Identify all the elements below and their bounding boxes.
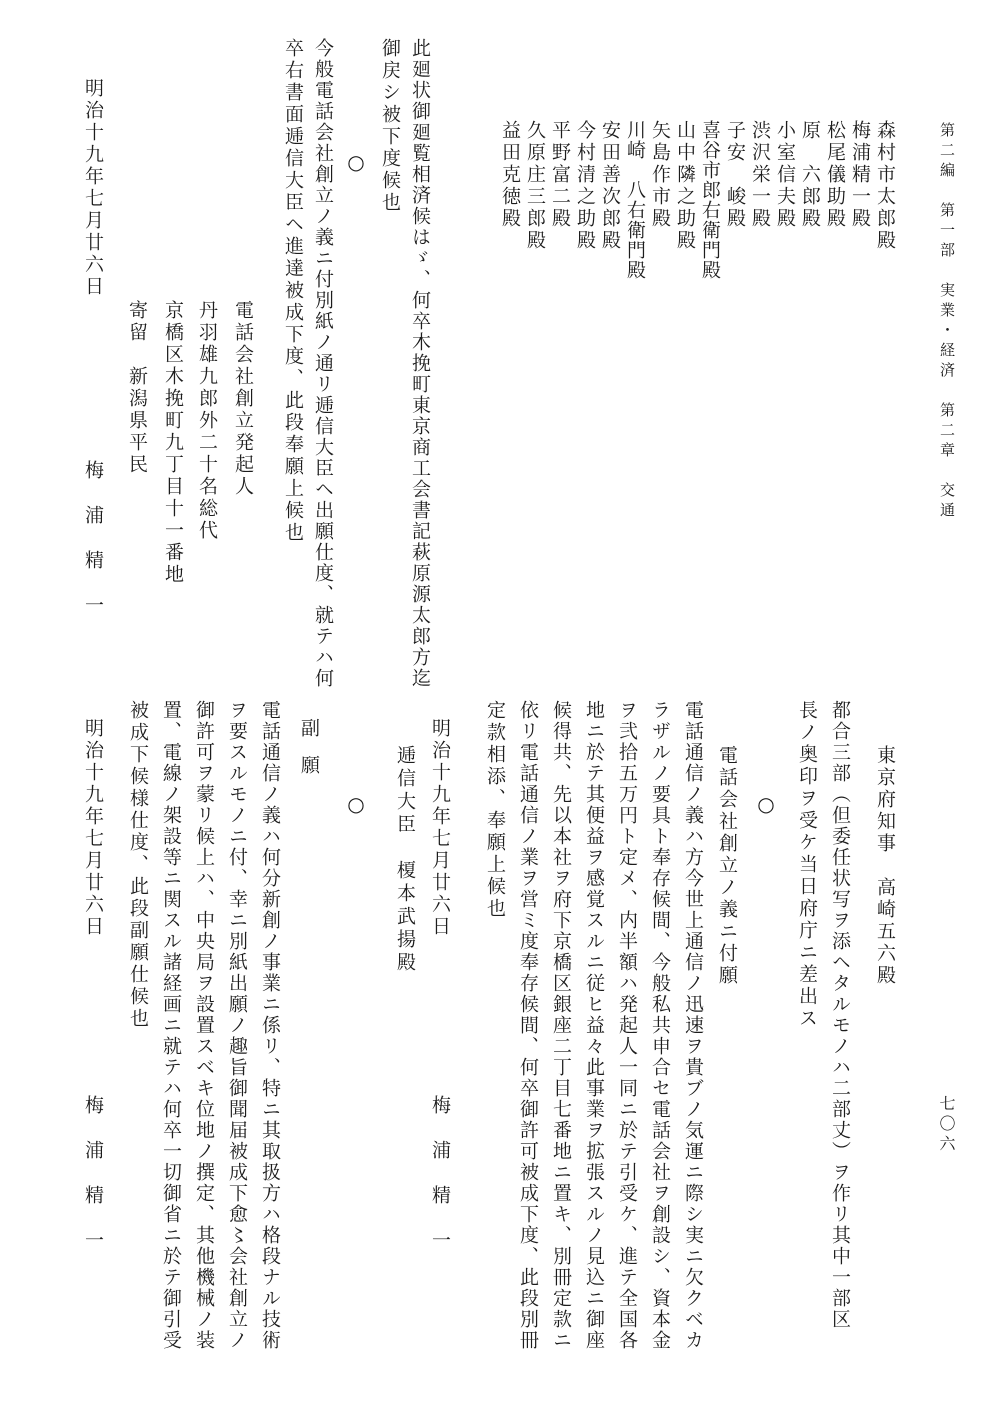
sub-application-body-line: ヲ要スルモノニ付、幸ニ別紙出願ノ趣旨御聞届被成下愈〻会社創立ノ [226, 700, 248, 1351]
governor-addressee: 東京府知事 高崎五六殿 [874, 745, 896, 987]
document-date: 明治十九年七月廿六日 [429, 718, 451, 938]
signatory-domicile: 寄留 新潟県平民 [126, 300, 148, 476]
circular-note-line: 此廻状御廻覧相済候はゞ、何卒木挽町東京商工会書記萩原源太郎方迄 [409, 38, 431, 689]
addressee-list-item: 小室信夫殿 [774, 120, 796, 230]
sub-application-title: 副願 [298, 718, 320, 792]
document-date: 明治十九年七月廿六日 [82, 78, 104, 298]
application-body-line: ヲ弐拾五万円ト定メ、内半額ハ発起人一同ニ於テ引受ケ、進テ全国各 [616, 700, 638, 1351]
sub-application-body-line: 電話通信ノ義ハ何分新創ノ事業ニ係リ、特ニ其取扱方ハ格段ナル技術 [259, 700, 281, 1351]
addressee-list-item: 喜谷市郎右衛門殿 [699, 120, 721, 280]
circular-note-line: 御戻シ被下度候也 [379, 38, 401, 214]
section-mark: ○ [754, 792, 778, 819]
addressee-list-item: 久原庄三郎殿 [524, 120, 546, 252]
application-title: 電話会社創立ノ義ニ付願 [716, 745, 738, 987]
addressee-list-item: 松尾儀助殿 [824, 120, 846, 230]
application-body-line: 候得共、先以本社ヲ府下京橋区銀座二丁目七番地ニ置キ、別冊定款ニ [550, 700, 572, 1351]
section-mark: ○ [344, 792, 368, 819]
application-body-line: ラザルノ要具ト奉存候間、今般私共申合セ電話会社ヲ創設シ、資本金 [649, 700, 671, 1351]
page-number: 七〇六 [937, 1095, 956, 1155]
addressee-list-item: 梅浦精一殿 [849, 120, 871, 230]
sub-application-body-line: 御許可ヲ蒙リ候上ハ、中央局ヲ設置スベキ位地ノ撰定、其他機械ノ装 [193, 700, 215, 1351]
addressee-list-item: 山中隣之助殿 [674, 120, 696, 252]
addressee-list-item: 原 六郎殿 [799, 120, 821, 230]
note-line: 都合三部（但委任状写ヲ添ヘタルモノハ二部丈）ヲ作リ其中一部区 [829, 700, 851, 1330]
signatory-line: 電話会社創立発起人 [232, 300, 254, 498]
application-body-line: 定款相添、奉願上候也 [484, 700, 506, 920]
addressee-list-item: 子安 峻殿 [724, 120, 746, 230]
petition-line: 卒右書面逓信大臣ヘ進達被成下度、此段奉願上候也 [282, 38, 304, 544]
addressee-list-item: 安田善次郎殿 [599, 120, 621, 252]
addressee-list-item: 今村清之助殿 [574, 120, 596, 252]
application-body-line: 依リ電話通信ノ業ヲ営ミ度奉存候間、何卒御許可被成下度、此段別冊 [517, 700, 539, 1351]
sub-application-body-line: 被成下候様仕度、此段副願仕候也 [127, 700, 149, 1030]
signer-name: 梅浦精一 [82, 1095, 104, 1275]
addressee-list-item: 平野富二殿 [549, 120, 571, 230]
running-header: 第二編 第一部 実業・経済 第二章 交通 [938, 122, 956, 522]
addressee-list-item: 森村市太郎殿 [874, 120, 896, 252]
application-body-line: 地ニ於テ其便益ヲ感覚スルニ従ヒ益々此事業ヲ拡張スルノ見込ニ御座 [583, 700, 605, 1351]
minister-addressee: 逓信大臣 榎本武揚殿 [394, 745, 416, 975]
signer-name: 梅浦精一 [429, 1095, 451, 1275]
addressee-list-item: 渋沢栄一殿 [749, 120, 771, 230]
section-mark: ○ [344, 150, 368, 177]
application-body-line: 電話通信ノ義ハ方今世上通信ノ迅速ヲ貴ブノ気運ニ際シ実ニ欠クベカ [682, 700, 704, 1351]
addressee-list-item: 益田克徳殿 [499, 120, 521, 230]
petition-line: 今般電話会社創立ノ義ニ付別紙ノ通リ逓信大臣ヘ出願仕度、就テハ何 [312, 38, 334, 689]
sub-application-body-line: 置、電線ノ架設等ニ関スル諸経画ニ就テハ何卒一切御省ニ於テ御引受 [160, 700, 182, 1351]
addressee-list-item: 川崎 八右衛門殿 [624, 120, 646, 280]
signatory-address: 京橋区木挽町九丁目十一番地 [162, 300, 184, 586]
signatory-line: 丹羽雄九郎外二十名総代 [196, 300, 218, 542]
note-line: 長ノ奥印ヲ受ケ当日府庁ニ差出ス [796, 700, 818, 1030]
signer-name: 梅浦精一 [82, 460, 104, 640]
addressee-list-item: 矢島作市殿 [649, 120, 671, 230]
document-date: 明治十九年七月廿六日 [82, 718, 104, 938]
